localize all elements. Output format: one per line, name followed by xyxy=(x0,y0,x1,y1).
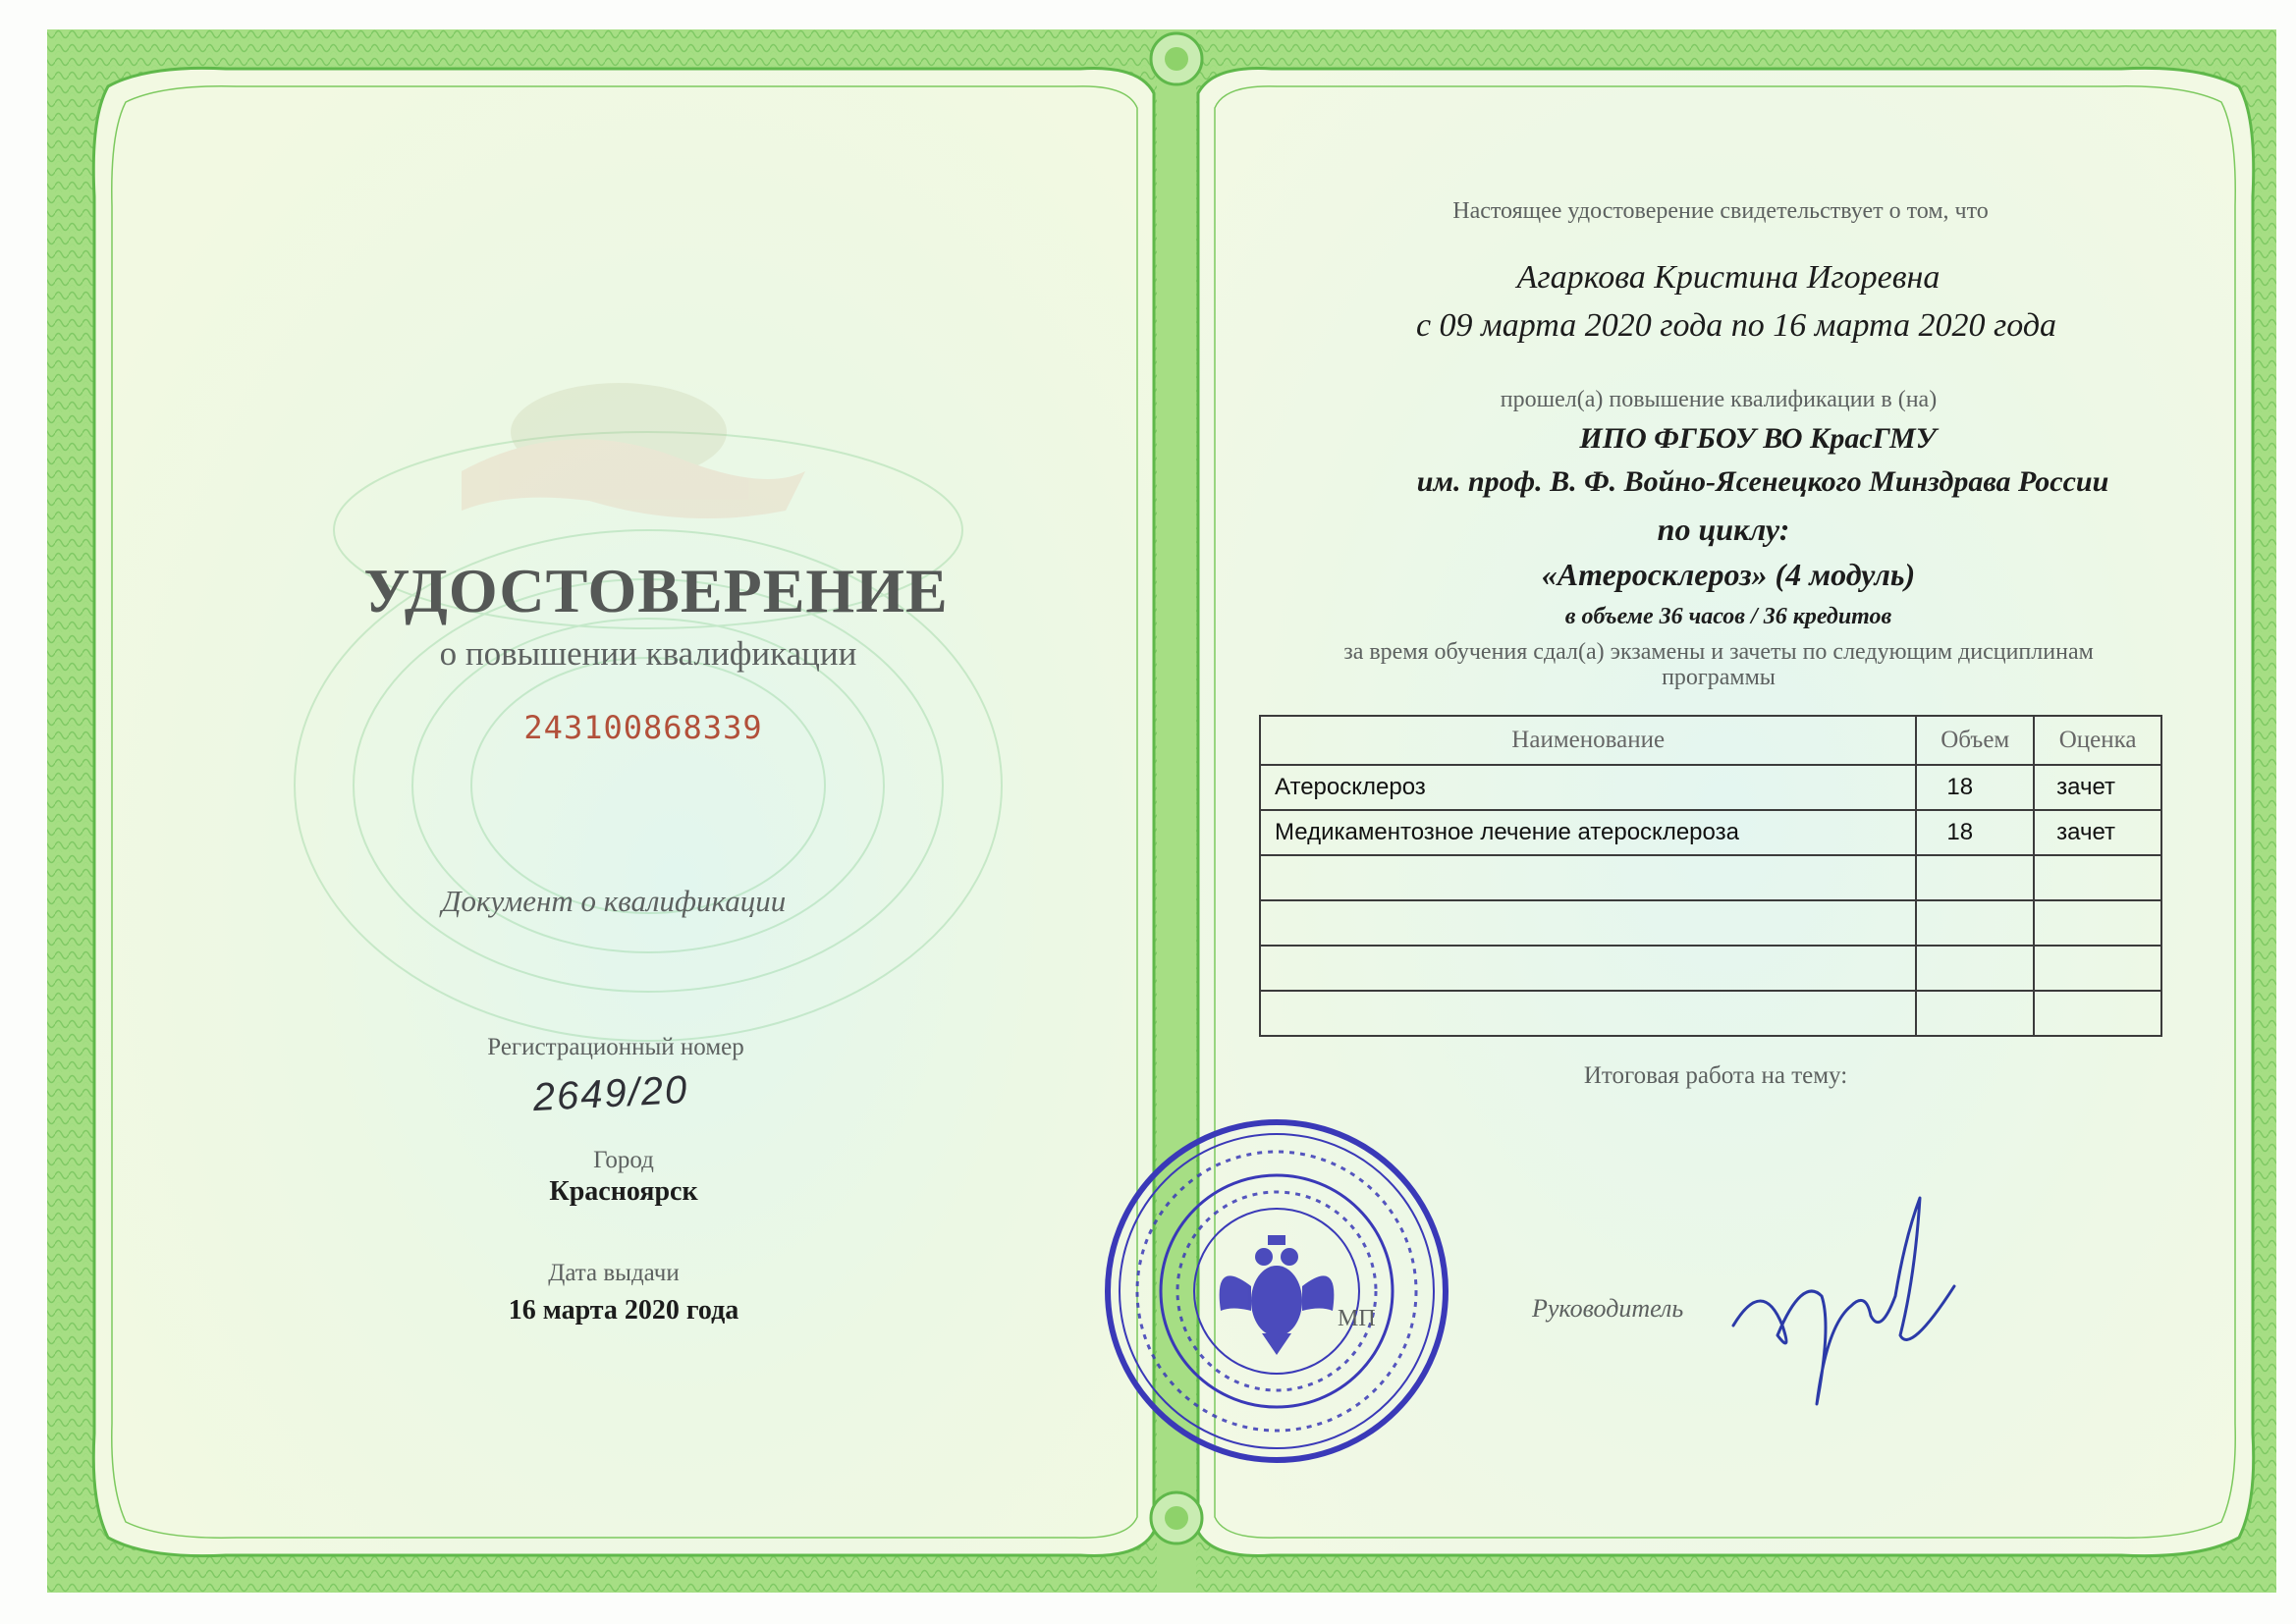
table-header-row xyxy=(1260,716,2161,765)
discipline-name xyxy=(1260,855,1916,900)
course-volume: в объеме 36 часов / 36 кредитов xyxy=(1564,604,1892,629)
city-value: Красноярск xyxy=(549,1176,698,1207)
seal-mark: МП xyxy=(1338,1306,1376,1331)
discipline-name xyxy=(1260,991,1916,1036)
reg-number-handwritten: 2649/20 xyxy=(531,1067,690,1120)
discipline-grade xyxy=(2034,855,2161,900)
discipline-name: Медикаментозное лечение атеросклероза xyxy=(1260,810,1916,855)
header-name: Наименование xyxy=(1260,716,1916,765)
study-period: с 09 марта 2020 года по 16 марта 2020 года xyxy=(1415,307,2057,344)
cycle-name: «Атеросклероз» (4 модуль) xyxy=(1541,557,1916,592)
holder-name: Агаркова Кристина Игоревна xyxy=(1516,259,1941,296)
table-row xyxy=(1260,855,2161,900)
discipline-hours: 18 xyxy=(1916,810,2034,855)
table-row xyxy=(1260,991,2161,1036)
official-seal xyxy=(1095,1110,1458,1473)
document-type: Документ о квалификации xyxy=(441,884,787,918)
discipline-grade xyxy=(2034,900,2161,946)
certificate-subtitle: о повышении квалификации xyxy=(439,634,857,673)
discipline-grade xyxy=(2034,946,2161,991)
discipline-name: Атеросклероз xyxy=(1260,765,1916,810)
passed-text: прошел(а) повышение квалификации в (на) xyxy=(1500,387,1938,412)
header-grade: Оценка xyxy=(2034,716,2161,765)
exams-text-line1: за время обучения сдал(а) экзамены и зачеты по следующим дисциплинам xyxy=(1343,639,2094,665)
head-signature xyxy=(1723,1178,1959,1414)
reg-number-label: Регистрационный номер xyxy=(487,1034,744,1060)
institution-line1: ИПО ФГБОУ ВО КрасГМУ xyxy=(1579,422,1937,455)
table-row xyxy=(1260,765,2161,810)
city-label: Город xyxy=(593,1147,654,1173)
discipline-hours xyxy=(1916,900,2034,946)
issue-date-value: 16 марта 2020 года xyxy=(508,1295,739,1326)
discipline-hours xyxy=(1916,991,2034,1036)
final-work-label: Итоговая работа на тему: xyxy=(1583,1062,1848,1089)
discipline-name xyxy=(1260,946,1916,991)
head-label: Руководитель xyxy=(1532,1294,1684,1323)
discipline-name xyxy=(1260,900,1916,946)
cycle-label: по циклу: xyxy=(1657,512,1790,547)
table-row xyxy=(1260,946,2161,991)
institution-line2: им. проф. В. Ф. Войно-Ясенецкого Минздрава России xyxy=(1416,465,2109,498)
serial-number: 243100868339 xyxy=(523,709,763,746)
discipline-hours xyxy=(1916,946,2034,991)
discipline-hours xyxy=(1916,855,2034,900)
disciplines-table xyxy=(1259,715,2162,1037)
intro-text: Настоящее удостоверение свидетельствует о том, что xyxy=(1452,198,1989,224)
issue-date-label: Дата выдачи xyxy=(548,1260,680,1286)
table-row xyxy=(1260,810,2161,855)
exams-text-line2: программы xyxy=(1662,665,1776,690)
header-volume: Объем xyxy=(1916,716,2034,765)
certificate-title: УДОСТОВЕРЕНИЕ xyxy=(363,556,949,625)
discipline-grade xyxy=(2034,991,2161,1036)
discipline-hours: 18 xyxy=(1916,765,2034,810)
discipline-grade: зачет xyxy=(2034,765,2161,810)
discipline-grade: зачет xyxy=(2034,810,2161,855)
table-row xyxy=(1260,900,2161,946)
